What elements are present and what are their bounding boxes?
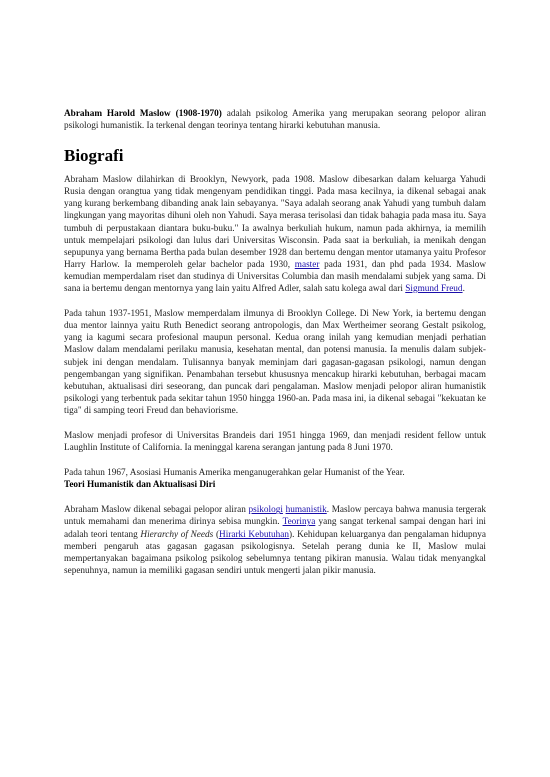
- intro-paragraph: [64, 108, 486, 132]
- paragraph-text: yang sangat terkenal sampai dengan hari ini adalah teori tentang: [64, 517, 486, 540]
- biografi-paragraph-4: Pada tahun 1967, Asosiasi Humanis Amerika menganugerahkan gelar Humanist of the Year.: [64, 468, 405, 479]
- intro-text: adalah psikolog Amerika yang merupakan seorang pelopor aliran psikologi humanistik. Ia terkenal dengan teorinya tentang hirarki kebutuhan manusia.: [64, 109, 486, 132]
- link-psikologi[interactable]: psikologi: [248, 505, 283, 516]
- paragraph-text: (: [213, 529, 220, 540]
- link-teorinya[interactable]: Teorinya: [282, 517, 316, 528]
- teori-paragraph: [64, 504, 486, 577]
- biografi-paragraph-3: Maslow menjadi profesor di Universitas Brandeis dari 1951 hingga 1969, dan menjadi resident fellow untuk Laughlin Institute of California. Ia meninggal karena serangan jantung pada 8 Juni 1970.: [64, 430, 486, 454]
- link-sigmund-freud[interactable]: Sigmund Freud: [405, 284, 463, 295]
- biografi-paragraph-2: Pada tahun 1937-1951, Maslow memperdalam ilmunya di Brooklyn College. Di New York, ia bertemu dengan dua mentor lainnya yaitu Ruth Benedict seorang antropologis, dan Max Wertheimer seorang Gestalt psikolog, yang ia kagumi secara profesional maupun personal. Kedua orang inilah yang kemudian menjadi perhatian Maslow dalam mendalami perilaku manusia, kesehatan mental, dan potensi manusia. Ia menulis dalam subjek-subjek ini dengan mendalam. Tulisannya banyak meminjam dari gagasan-gagasan psikologi, namun dengan pengembangan yang signifikan. Penambahan tersebut khususnya mencakup hirarki kebutuhan, berbagai macam kebutuhan, aktualisasi diri seseorang, dan puncak dari pengalaman. Maslow menjadi pelopor aliran humanistik psikologi yang terbentuk pada sekitar tahun 1950 hingga 1960-an. Pada masa ini, ia dikenal sebagai "kekuatan ke tiga" di samping teori Freud dan behaviorisme.: [64, 309, 486, 416]
- subheading-teori-humanistik: Teori Humanistik dan Aktualisasi Diri: [64, 480, 216, 491]
- subheading-paragraph: [64, 479, 486, 491]
- paragraph-text: pada 1931, dan phd pada 1934. Maslow kemudian memperdalam riset dan studinya di Universitas Columbia dan masih mendalami subjek yang sama. Di sana ia bertemu dengan mentornya yang lain yaitu Alfred Adler, salah satu kolega awal dari: [64, 259, 486, 295]
- biografi-paragraph-1: [64, 174, 486, 295]
- hierarchy-of-needs-term: Hierarchy of Needs: [140, 529, 214, 540]
- link-humanistik[interactable]: humanistik: [285, 505, 327, 516]
- paragraph-text: . Maslow percaya bahwa manusia tergerak untuk memahami dan menerima dirinya sebisa mungkin.: [64, 505, 487, 528]
- paragraph-text: Abraham Maslow dilahirkan di Brooklyn, Newyork, pada 1908. Maslow dibesarkan dalam keluarga Yahudi Rusia dengan orangtua yang tidak mengenyam pendidikan tinggi. Pada masa kecilnya, ia dikenal sebagai anak yang kurang berkembang dibanding anak lain sebayanya. "Saya adalah seorang anak Yahudi yang tumbuh dalam lingkungan yang mayoritas dihuni oleh non Yahudi. Saya merasa terisolasi dan tidak bahagia pada masa itu. Saya tumbuh di perpustakaan diantara buku-buku." Ia awalnya berkuliah hukum, namun pada akhirnya, ia memilih untuk mempelajari psikologi dan lulus dari Universitas Wisconsin. Pada saat ia berkuliah, ia menikah dengan sepupunya yang bernama Bertha pada bulan desember 1928 dan bertemu dengan mentor utamanya yaitu Profesor Harry Harlow. Ia memperoleh gelar bachelor pada 1930,: [64, 175, 486, 270]
- link-hirarki-kebutuhan[interactable]: Hirarki Kebutuhan: [219, 529, 290, 540]
- section-heading-biografi: Biografi: [64, 146, 124, 166]
- paragraph-text: Abraham Maslow dikenal sebagai pelopor aliran: [64, 505, 249, 516]
- link-master[interactable]: master: [294, 259, 320, 270]
- subject-name: Abraham Harold Maslow (1908-1970): [64, 109, 222, 119]
- paragraph-text: .: [462, 284, 465, 295]
- article-body: [64, 108, 486, 590]
- paragraph-text: ). Kehidupan keluarganya dan pengalaman hidupnya memberi pengaruh atas gagasan gagasan psikologisnya. Setelah perang dunia ke II, Maslow mulai mempertanyakan bagaimana psikolog psikolog sebelumnya tentang pikiran manusia. Walau tidak menyangkal sepenuhnya, namun ia memiliki gagasan sendiri untuk mengerti jalan pikir manusia.: [64, 529, 486, 576]
